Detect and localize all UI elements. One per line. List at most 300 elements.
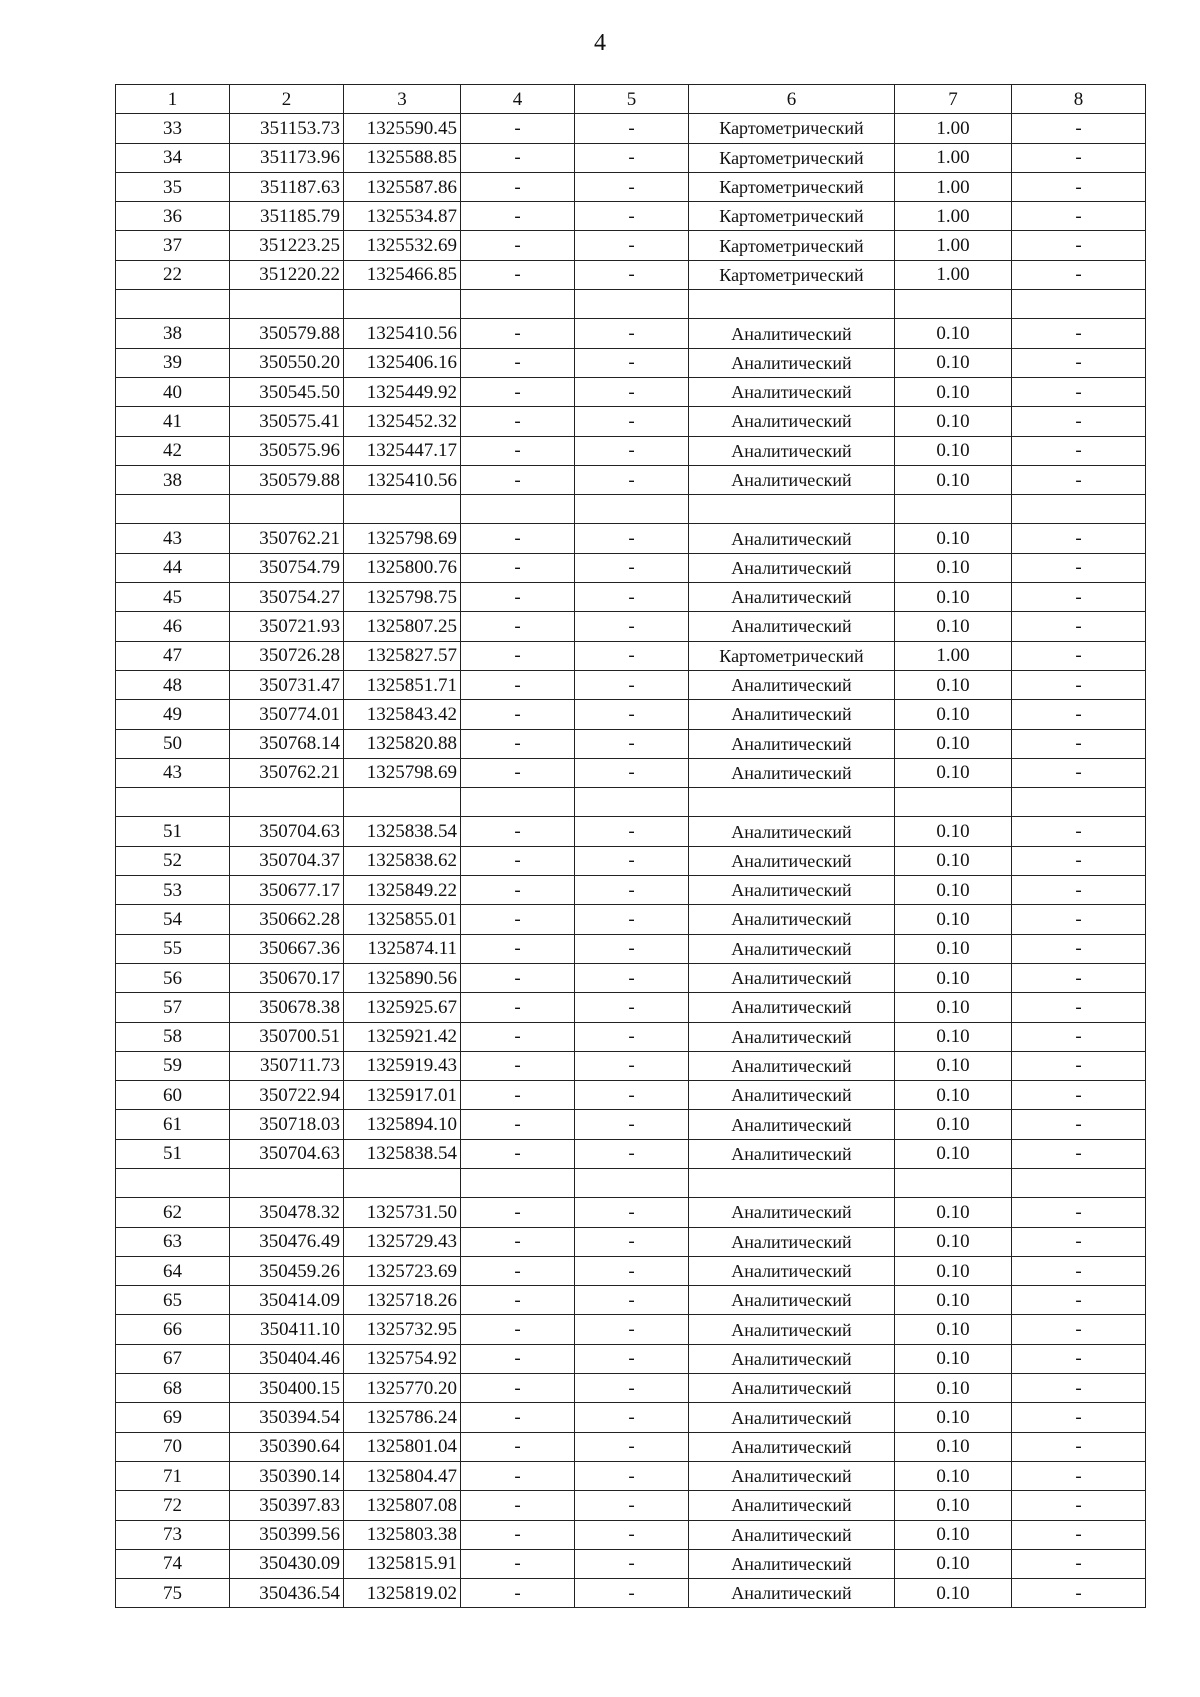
accuracy-cell: 1.00: [895, 114, 1012, 143]
column-8-cell: -: [1012, 407, 1146, 436]
column-5-cell: -: [575, 1139, 689, 1168]
table-row: [116, 670, 1146, 699]
y-coordinate-cell: 1325532.69: [344, 231, 461, 260]
x-coordinate-cell: 350662.28: [230, 905, 344, 934]
column-8-cell: -: [1012, 758, 1146, 787]
accuracy-cell: 0.10: [895, 1256, 1012, 1285]
column-5-cell: -: [575, 905, 689, 934]
y-coordinate-cell: [344, 495, 461, 524]
column-5-cell: -: [575, 319, 689, 348]
table-row: [116, 1315, 1146, 1344]
table-row: [116, 553, 1146, 582]
column-5-cell: -: [575, 1432, 689, 1461]
column-8-cell: -: [1012, 524, 1146, 553]
point-number-cell: 50: [116, 729, 230, 758]
x-coordinate-cell: 350768.14: [230, 729, 344, 758]
y-coordinate-cell: 1325754.92: [344, 1344, 461, 1373]
point-number-cell: 42: [116, 436, 230, 465]
column-5-cell: -: [575, 1286, 689, 1315]
accuracy-cell: 0.10: [895, 1491, 1012, 1520]
table-row: [116, 1051, 1146, 1080]
table-row: [116, 876, 1146, 905]
accuracy-cell: 0.10: [895, 465, 1012, 494]
method-cell: Аналитический: [689, 319, 895, 348]
table-row: [116, 524, 1146, 553]
column-5-cell: -: [575, 963, 689, 992]
column-4-cell: -: [461, 172, 575, 201]
y-coordinate-cell: 1325855.01: [344, 905, 461, 934]
column-4-cell: -: [461, 876, 575, 905]
column-8-cell: -: [1012, 905, 1146, 934]
point-number-cell: 62: [116, 1198, 230, 1227]
column-8-cell: -: [1012, 1432, 1146, 1461]
column-4-cell: -: [461, 758, 575, 787]
point-number-cell: 49: [116, 700, 230, 729]
table-row: [116, 1198, 1146, 1227]
column-header: 6: [689, 85, 895, 114]
accuracy-cell: 0.10: [895, 612, 1012, 641]
x-coordinate-cell: 350677.17: [230, 876, 344, 905]
column-8-cell: -: [1012, 231, 1146, 260]
column-8-cell: -: [1012, 583, 1146, 612]
table-row: [116, 905, 1146, 934]
accuracy-cell: 0.10: [895, 1315, 1012, 1344]
column-8-cell: -: [1012, 934, 1146, 963]
accuracy-cell: 0.10: [895, 729, 1012, 758]
column-5-cell: [575, 290, 689, 319]
table-row: [116, 1110, 1146, 1139]
column-8-cell: -: [1012, 1286, 1146, 1315]
column-4-cell: -: [461, 1461, 575, 1490]
column-5-cell: -: [575, 758, 689, 787]
y-coordinate-cell: 1325807.25: [344, 612, 461, 641]
column-8-cell: -: [1012, 172, 1146, 201]
point-number-cell: [116, 290, 230, 319]
method-cell: Аналитический: [689, 436, 895, 465]
column-4-cell: -: [461, 1432, 575, 1461]
table-row: [116, 172, 1146, 201]
table-row: [116, 1491, 1146, 1520]
y-coordinate-cell: 1325803.38: [344, 1520, 461, 1549]
column-4-cell: -: [461, 1081, 575, 1110]
column-5-cell: [575, 495, 689, 524]
accuracy-cell: 0.10: [895, 436, 1012, 465]
method-cell: Аналитический: [689, 1286, 895, 1315]
accuracy-cell: 1.00: [895, 641, 1012, 670]
x-coordinate-cell: 350700.51: [230, 1022, 344, 1051]
x-coordinate-cell: 350579.88: [230, 465, 344, 494]
accuracy-cell: 0.10: [895, 553, 1012, 582]
column-4-cell: -: [461, 700, 575, 729]
column-8-cell: -: [1012, 993, 1146, 1022]
column-4-cell: [461, 495, 575, 524]
method-cell: Картометрический: [689, 143, 895, 172]
column-header: 2: [230, 85, 344, 114]
table-row: [116, 934, 1146, 963]
table-row: [116, 993, 1146, 1022]
x-coordinate-cell: 350754.27: [230, 583, 344, 612]
y-coordinate-cell: 1325798.69: [344, 524, 461, 553]
x-coordinate-cell: 350550.20: [230, 348, 344, 377]
method-cell: Картометрический: [689, 231, 895, 260]
accuracy-cell: 0.10: [895, 1286, 1012, 1315]
column-8-cell: -: [1012, 729, 1146, 758]
y-coordinate-cell: 1325925.67: [344, 993, 461, 1022]
y-coordinate-cell: 1325466.85: [344, 260, 461, 289]
accuracy-cell: 1.00: [895, 172, 1012, 201]
method-cell: Картометрический: [689, 202, 895, 231]
table-row: [116, 436, 1146, 465]
column-8-cell: -: [1012, 1315, 1146, 1344]
x-coordinate-cell: 350579.88: [230, 319, 344, 348]
method-cell: Картометрический: [689, 641, 895, 670]
column-8-cell: -: [1012, 553, 1146, 582]
y-coordinate-cell: 1325786.24: [344, 1403, 461, 1432]
accuracy-cell: 1.00: [895, 202, 1012, 231]
y-coordinate-cell: 1325807.08: [344, 1491, 461, 1520]
y-coordinate-cell: 1325534.87: [344, 202, 461, 231]
column-5-cell: -: [575, 1579, 689, 1608]
column-5-cell: -: [575, 348, 689, 377]
column-8-cell: [1012, 788, 1146, 817]
method-cell: Аналитический: [689, 1022, 895, 1051]
table-row: [116, 1286, 1146, 1315]
x-coordinate-cell: 350704.37: [230, 846, 344, 875]
table-row: [116, 1579, 1146, 1608]
column-5-cell: -: [575, 817, 689, 846]
column-5-cell: -: [575, 1461, 689, 1490]
method-cell: Аналитический: [689, 612, 895, 641]
x-coordinate-cell: [230, 290, 344, 319]
column-4-cell: -: [461, 817, 575, 846]
column-header: 4: [461, 85, 575, 114]
method-cell: Аналитический: [689, 1227, 895, 1256]
y-coordinate-cell: [344, 290, 461, 319]
column-8-cell: -: [1012, 612, 1146, 641]
method-cell: Аналитический: [689, 758, 895, 787]
accuracy-cell: 0.10: [895, 876, 1012, 905]
column-5-cell: -: [575, 202, 689, 231]
column-5-cell: [575, 1168, 689, 1197]
y-coordinate-cell: 1325919.43: [344, 1051, 461, 1080]
y-coordinate-cell: 1325410.56: [344, 465, 461, 494]
method-cell: Аналитический: [689, 817, 895, 846]
column-8-cell: -: [1012, 1374, 1146, 1403]
column-8-cell: -: [1012, 1461, 1146, 1490]
column-4-cell: -: [461, 377, 575, 406]
column-8-cell: -: [1012, 143, 1146, 172]
table-row: [116, 407, 1146, 436]
method-cell: Аналитический: [689, 846, 895, 875]
accuracy-cell: 0.10: [895, 1139, 1012, 1168]
point-number-cell: 52: [116, 846, 230, 875]
column-5-cell: -: [575, 846, 689, 875]
column-5-cell: -: [575, 114, 689, 143]
x-coordinate-cell: 350762.21: [230, 758, 344, 787]
accuracy-cell: 0.10: [895, 407, 1012, 436]
column-4-cell: [461, 290, 575, 319]
column-8-cell: -: [1012, 1227, 1146, 1256]
y-coordinate-cell: 1325874.11: [344, 934, 461, 963]
accuracy-cell: 0.10: [895, 319, 1012, 348]
column-4-cell: -: [461, 612, 575, 641]
y-coordinate-cell: 1325838.62: [344, 846, 461, 875]
column-5-cell: -: [575, 1051, 689, 1080]
method-cell: Аналитический: [689, 1051, 895, 1080]
column-8-cell: -: [1012, 465, 1146, 494]
accuracy-cell: 0.10: [895, 348, 1012, 377]
column-5-cell: -: [575, 436, 689, 465]
x-coordinate-cell: 350718.03: [230, 1110, 344, 1139]
column-4-cell: -: [461, 436, 575, 465]
x-coordinate-cell: 350390.64: [230, 1432, 344, 1461]
x-coordinate-cell: 350411.10: [230, 1315, 344, 1344]
column-header: 3: [344, 85, 461, 114]
column-4-cell: -: [461, 407, 575, 436]
column-5-cell: -: [575, 465, 689, 494]
point-number-cell: 64: [116, 1256, 230, 1285]
column-8-cell: -: [1012, 1022, 1146, 1051]
table-row: [116, 1344, 1146, 1373]
y-coordinate-cell: 1325849.22: [344, 876, 461, 905]
accuracy-cell: 0.10: [895, 583, 1012, 612]
column-4-cell: -: [461, 1403, 575, 1432]
table-row: [116, 114, 1146, 143]
x-coordinate-cell: 351223.25: [230, 231, 344, 260]
y-coordinate-cell: 1325588.85: [344, 143, 461, 172]
x-coordinate-cell: [230, 788, 344, 817]
point-number-cell: 51: [116, 1139, 230, 1168]
x-coordinate-cell: 350394.54: [230, 1403, 344, 1432]
accuracy-cell: 0.10: [895, 963, 1012, 992]
y-coordinate-cell: 1325452.32: [344, 407, 461, 436]
column-5-cell: -: [575, 1081, 689, 1110]
column-4-cell: -: [461, 641, 575, 670]
column-5-cell: -: [575, 1198, 689, 1227]
table-row: [116, 1549, 1146, 1578]
column-8-cell: -: [1012, 1491, 1146, 1520]
column-8-cell: -: [1012, 1051, 1146, 1080]
point-number-cell: 43: [116, 524, 230, 553]
y-coordinate-cell: 1325801.04: [344, 1432, 461, 1461]
accuracy-cell: 0.10: [895, 670, 1012, 699]
column-5-cell: [575, 788, 689, 817]
x-coordinate-cell: 350436.54: [230, 1579, 344, 1608]
x-coordinate-cell: 350459.26: [230, 1256, 344, 1285]
column-5-cell: -: [575, 377, 689, 406]
point-number-cell: 57: [116, 993, 230, 1022]
table-row: [116, 465, 1146, 494]
column-5-cell: -: [575, 1344, 689, 1373]
x-coordinate-cell: 351185.79: [230, 202, 344, 231]
method-cell: Аналитический: [689, 729, 895, 758]
accuracy-cell: 0.10: [895, 524, 1012, 553]
header-row: [116, 85, 1146, 114]
column-8-cell: -: [1012, 1081, 1146, 1110]
column-8-cell: -: [1012, 963, 1146, 992]
table-row: [116, 377, 1146, 406]
table-separator-row: [116, 1168, 1146, 1197]
table-row: [116, 963, 1146, 992]
x-coordinate-cell: 350704.63: [230, 817, 344, 846]
point-number-cell: 38: [116, 319, 230, 348]
accuracy-cell: [895, 495, 1012, 524]
accuracy-cell: 1.00: [895, 260, 1012, 289]
method-cell: Аналитический: [689, 963, 895, 992]
table-row: [116, 1081, 1146, 1110]
table-row: [116, 1403, 1146, 1432]
accuracy-cell: 0.10: [895, 934, 1012, 963]
column-8-cell: [1012, 495, 1146, 524]
column-4-cell: -: [461, 524, 575, 553]
column-5-cell: -: [575, 934, 689, 963]
method-cell: Аналитический: [689, 553, 895, 582]
point-number-cell: 36: [116, 202, 230, 231]
column-4-cell: -: [461, 1374, 575, 1403]
column-4-cell: -: [461, 1344, 575, 1373]
x-coordinate-cell: 350667.36: [230, 934, 344, 963]
column-header: 7: [895, 85, 1012, 114]
column-8-cell: -: [1012, 260, 1146, 289]
table-row: [116, 641, 1146, 670]
column-4-cell: -: [461, 846, 575, 875]
column-4-cell: -: [461, 114, 575, 143]
table-row: [116, 348, 1146, 377]
y-coordinate-cell: 1325770.20: [344, 1374, 461, 1403]
column-5-cell: -: [575, 612, 689, 641]
column-8-cell: -: [1012, 1403, 1146, 1432]
column-4-cell: -: [461, 905, 575, 934]
table-row: [116, 612, 1146, 641]
y-coordinate-cell: 1325447.17: [344, 436, 461, 465]
table-row: [116, 1139, 1146, 1168]
table-row: [116, 1461, 1146, 1490]
method-cell: Аналитический: [689, 876, 895, 905]
column-4-cell: -: [461, 1227, 575, 1256]
column-5-cell: -: [575, 1315, 689, 1344]
column-4-cell: -: [461, 670, 575, 699]
column-5-cell: -: [575, 641, 689, 670]
column-8-cell: -: [1012, 348, 1146, 377]
method-cell: Аналитический: [689, 993, 895, 1022]
y-coordinate-cell: 1325800.76: [344, 553, 461, 582]
column-header: 8: [1012, 85, 1146, 114]
x-coordinate-cell: 350575.41: [230, 407, 344, 436]
column-8-cell: -: [1012, 876, 1146, 905]
method-cell: [689, 788, 895, 817]
point-number-cell: 45: [116, 583, 230, 612]
accuracy-cell: 0.10: [895, 1081, 1012, 1110]
column-8-cell: -: [1012, 641, 1146, 670]
method-cell: Аналитический: [689, 583, 895, 612]
column-8-cell: -: [1012, 817, 1146, 846]
column-8-cell: -: [1012, 1579, 1146, 1608]
table-row: [116, 817, 1146, 846]
method-cell: Аналитический: [689, 1491, 895, 1520]
method-cell: Картометрический: [689, 260, 895, 289]
x-coordinate-cell: 351220.22: [230, 260, 344, 289]
point-number-cell: 22: [116, 260, 230, 289]
point-number-cell: 68: [116, 1374, 230, 1403]
accuracy-cell: 0.10: [895, 905, 1012, 934]
column-4-cell: -: [461, 1051, 575, 1080]
table-row: [116, 202, 1146, 231]
accuracy-cell: 1.00: [895, 231, 1012, 260]
y-coordinate-cell: 1325798.69: [344, 758, 461, 787]
coordinates-table: [115, 84, 1146, 1608]
y-coordinate-cell: 1325827.57: [344, 641, 461, 670]
column-5-cell: -: [575, 1227, 689, 1256]
column-5-cell: -: [575, 583, 689, 612]
method-cell: Аналитический: [689, 1139, 895, 1168]
x-coordinate-cell: 351173.96: [230, 143, 344, 172]
y-coordinate-cell: 1325843.42: [344, 700, 461, 729]
table-separator-row: [116, 290, 1146, 319]
accuracy-cell: 0.10: [895, 817, 1012, 846]
accuracy-cell: 0.10: [895, 1461, 1012, 1490]
column-5-cell: -: [575, 1256, 689, 1285]
table-separator-row: [116, 495, 1146, 524]
column-5-cell: -: [575, 172, 689, 201]
accuracy-cell: 0.10: [895, 1198, 1012, 1227]
column-8-cell: -: [1012, 1549, 1146, 1578]
point-number-cell: 37: [116, 231, 230, 260]
accuracy-cell: 0.10: [895, 1549, 1012, 1578]
column-8-cell: -: [1012, 202, 1146, 231]
column-5-cell: -: [575, 729, 689, 758]
x-coordinate-cell: 350711.73: [230, 1051, 344, 1080]
column-8-cell: [1012, 290, 1146, 319]
column-5-cell: -: [575, 1549, 689, 1578]
y-coordinate-cell: 1325590.45: [344, 114, 461, 143]
column-4-cell: -: [461, 993, 575, 1022]
y-coordinate-cell: 1325819.02: [344, 1579, 461, 1608]
x-coordinate-cell: 350754.79: [230, 553, 344, 582]
y-coordinate-cell: 1325917.01: [344, 1081, 461, 1110]
y-coordinate-cell: 1325890.56: [344, 963, 461, 992]
y-coordinate-cell: 1325815.91: [344, 1549, 461, 1578]
column-header: 1: [116, 85, 230, 114]
column-5-cell: -: [575, 1520, 689, 1549]
column-4-cell: [461, 788, 575, 817]
y-coordinate-cell: 1325820.88: [344, 729, 461, 758]
column-8-cell: [1012, 1168, 1146, 1197]
method-cell: Аналитический: [689, 1110, 895, 1139]
column-5-cell: -: [575, 143, 689, 172]
method-cell: Аналитический: [689, 1344, 895, 1373]
x-coordinate-cell: [230, 1168, 344, 1197]
accuracy-cell: 0.10: [895, 758, 1012, 787]
point-number-cell: 63: [116, 1227, 230, 1256]
method-cell: Аналитический: [689, 1081, 895, 1110]
y-coordinate-cell: [344, 788, 461, 817]
accuracy-cell: 0.10: [895, 1403, 1012, 1432]
column-8-cell: -: [1012, 114, 1146, 143]
accuracy-cell: [895, 290, 1012, 319]
method-cell: Картометрический: [689, 114, 895, 143]
x-coordinate-cell: 350399.56: [230, 1520, 344, 1549]
point-number-cell: [116, 495, 230, 524]
table-row: [116, 729, 1146, 758]
table-row: [116, 846, 1146, 875]
table-row: [116, 231, 1146, 260]
x-coordinate-cell: 351153.73: [230, 114, 344, 143]
point-number-cell: 69: [116, 1403, 230, 1432]
table-row: [116, 1520, 1146, 1549]
page-number: 4: [594, 30, 606, 56]
column-5-cell: -: [575, 260, 689, 289]
y-coordinate-cell: 1325410.56: [344, 319, 461, 348]
